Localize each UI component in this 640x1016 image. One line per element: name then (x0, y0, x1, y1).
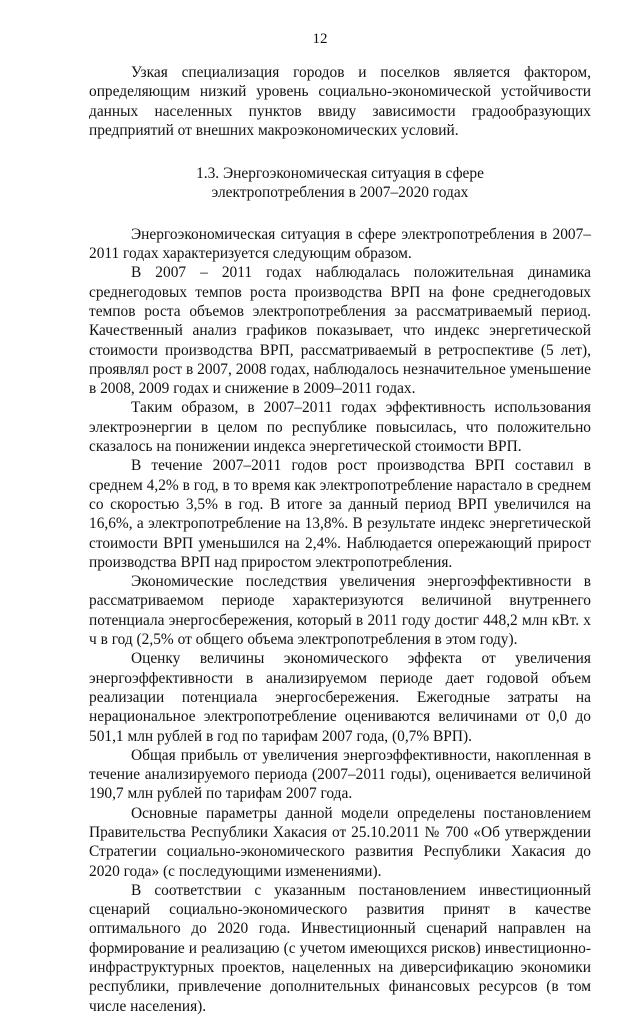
intro-paragraph: Узкая специализация городов и поселков является фактором, определяющим низкий уровень социально-экономической устойчивости данных населенных пунктов ввиду зависимости градообразующих предприятий от внешних макроэкономических условий. (89, 64, 591, 139)
paragraph: Таким образом, в 2007–2011 годах эффективность использования электроэнергии в целом по республике повысилась, что положительно сказалось на понижении индекса энергетической стоимости ВРП. (89, 399, 591, 456)
paragraph: Основные параметры данной модели определены постановлением Правительства Республики Хакасия от 25.10.2011 № 700 «Об утверждении Стратегии социально-экономического развития Республики Хакасия до 2020 года» (с последующими изменениями). (89, 804, 591, 880)
paragraph: В течение 2007–2011 годов рост производства ВРП составил в среднем 4,2% в год, в то время как электропотребление нарастало в среднем со скоростью 3,5% в год. В итоге за данный период ВРП увеличился на 16,6%, а электропотребление на 13,8%. В результате индекс энергетической стоимости ВРП уменьшился на 2,4%. Наблюдается опережающий прирост производства ВРП над приростом электропотребления. (89, 457, 591, 571)
section-heading (89, 164, 591, 203)
section-heading-line-2: электропотребления в 2007–2020 годах (211, 184, 469, 202)
section-heading-line-1: 1.3. Энергоэкономическая ситуация в сфере (196, 165, 484, 183)
paragraph: Общая прибыль от увеличения энергоэффективности, накопленная в течение анализируемого периода (2007–2011 годы), оценивается величиной 190,7 млн рублей по тарифам 2007 года. (89, 746, 591, 803)
page-number: 12 (312, 31, 328, 47)
paragraph: В соответствии с указанным постановлением инвестиционный сценарий социально-экономического развития принят в качестве оптимального до 2020 года. Инвестиционный сценарий направлен на формирование и реализацию (с учетом имеющихся рисков) инвестиционно-инфраструктурных проектов, нацеленных на диверсификацию экономики республики, привлечение дополнительных финансовых ресурсов (в том числе населения). (89, 881, 591, 1015)
paragraph: Оценку величины экономического эффекта от увеличения энергоэффективности в анализируемом периоде дает годовой объем реализации потенциала энергосбережения. Ежегодные затраты на нерациональное электропотребление оцениваются величинами от 0,0 до 501,1 млн рублей в год по тарифам 2007 года, (0,7% ВРП). (89, 650, 591, 745)
paragraph: Энергоэкономическая ситуация в сфере электропотребления в 2007–2011 годах характеризуется следующим образом. (89, 225, 591, 263)
document-body (89, 63, 591, 1016)
paragraph: В 2007 – 2011 годах наблюдалась положительная динамика среднегодовых темпов роста производства ВРП на фоне среднегодовых темпов роста объемов электропотребления за рассматриваемый период. Качественный анализ графиков показывает, что индекс энергетической стоимости производства ВРП, рассматриваемый в ретроспективе (5 лет), проявлял рост в 2007, 2008 годах, наблюдалось незначительное уменьшение в 2008, 2009 годах и снижение в 2009–2011 годах. (89, 264, 591, 398)
paragraph: Экономические последствия увеличения энергоэффективности в рассматриваемом периоде характеризуются величиной внутреннего потенциала энергосбережения, который в 2011 году достиг 448,2 млн кВт. х ч в год (2,5% от общего объема электропотребления в этом году). (89, 573, 591, 649)
